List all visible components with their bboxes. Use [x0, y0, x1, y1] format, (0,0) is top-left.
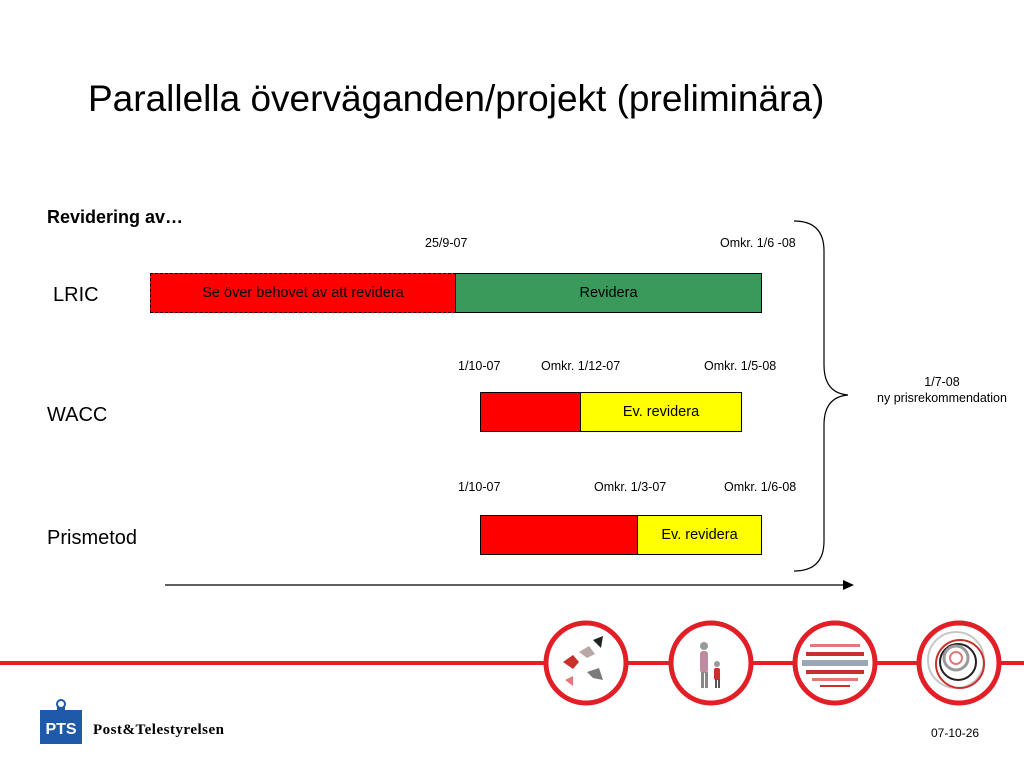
- bar-lric-revise: Revidera: [455, 273, 762, 313]
- date-lric-start: 25/9-07: [425, 236, 468, 250]
- date-prismetod-end: Omkr. 1/6-08: [724, 480, 797, 494]
- date-lric-end: Omkr. 1/6 -08: [720, 236, 796, 250]
- bar-wacc-revise: Ev. revidera: [580, 392, 742, 432]
- milestone-text: ny prisrekommendation: [877, 391, 1007, 405]
- arrows-icon: [543, 620, 629, 706]
- pts-logo-icon: [40, 698, 82, 744]
- milestone-note: [862, 374, 1022, 406]
- bar-prismetod-revise: Ev. revidera: [637, 515, 762, 555]
- row-label-lric: LRIC: [53, 284, 99, 306]
- date-wacc-mid: Omkr. 1/12-07: [541, 359, 621, 373]
- bar-lric-review: Se över behovet av att revidera: [150, 273, 456, 313]
- row-label-wacc: WACC: [47, 404, 108, 426]
- agency-name: Post&Telestyrelsen: [93, 722, 225, 738]
- date-wacc-end: Omkr. 1/5-08: [704, 359, 777, 373]
- timeline-arrow: [160, 578, 860, 592]
- milestone-date: 1/7-08: [924, 375, 960, 389]
- date-wacc-start: 1/10-07: [458, 359, 501, 373]
- concentric-rings-icon: [916, 620, 1002, 706]
- section-heading: Revidering av…: [47, 207, 184, 227]
- date-prismetod-mid: Omkr. 1/3-07: [594, 480, 667, 494]
- walking-people-icon: [668, 620, 754, 706]
- curly-brace: [790, 215, 850, 575]
- svg-text:PTS: PTS: [45, 721, 77, 738]
- footer-date: 07-10-26: [931, 726, 980, 740]
- pixel-pattern-icon: [792, 620, 878, 706]
- row-label-prismetod: Prismetod: [47, 527, 138, 549]
- slide-title: Parallella överväganden/projekt (preliminära): [88, 78, 825, 119]
- date-prismetod-start: 1/10-07: [458, 480, 501, 494]
